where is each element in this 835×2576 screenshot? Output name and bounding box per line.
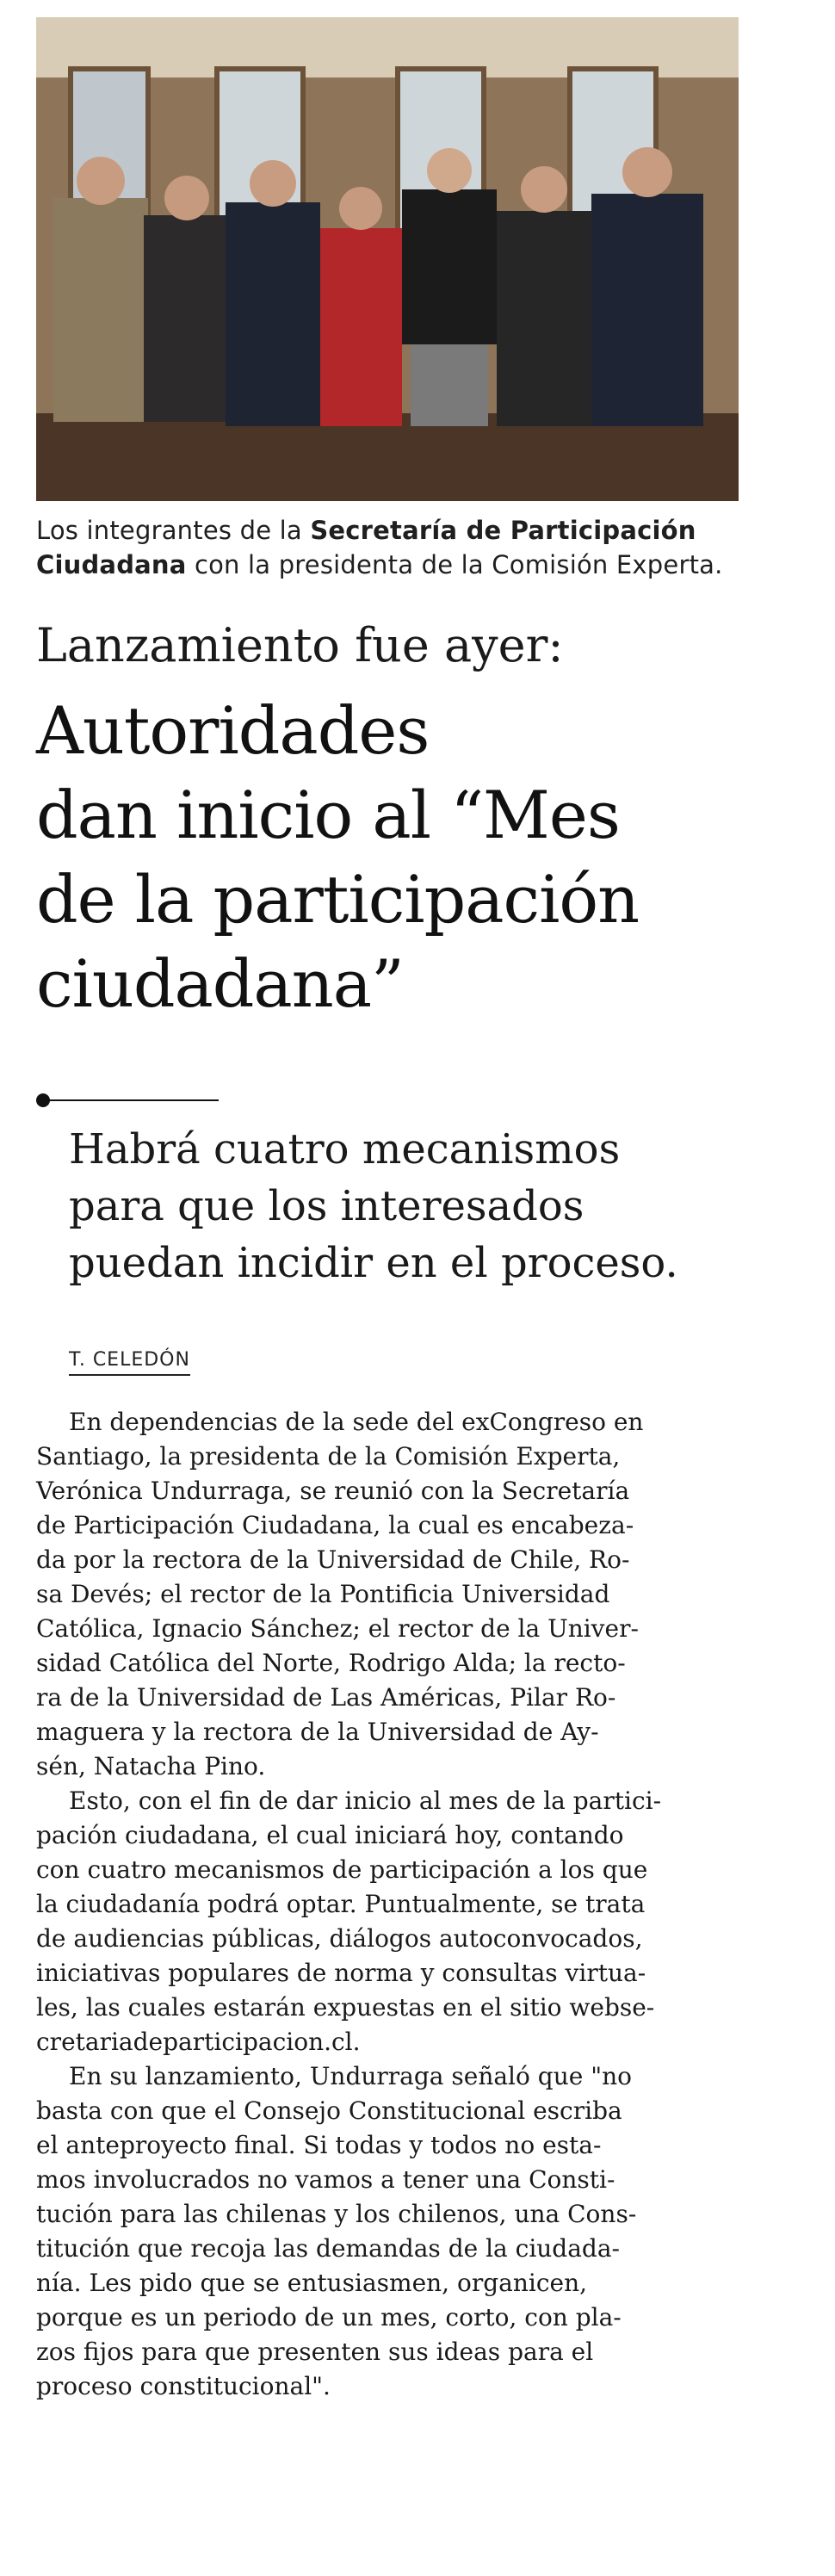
subheadline <box>69 1121 775 1291</box>
body-line: pación ciudadana, el cual iniciará hoy, contando <box>36 1821 624 1849</box>
divider-line <box>48 1099 219 1101</box>
kicker: Lanzamiento fue ayer: <box>36 618 564 672</box>
body-line: les, las cuales estarán expuestas en el sitio webse- <box>36 1993 655 2022</box>
body-line: sén, Natacha Pino. <box>36 1752 266 1780</box>
caption-suffix: con la presidenta de la Comisión Experta. <box>186 550 723 579</box>
body-line: tución para las chilenas y los chilenos, una Cons- <box>36 2200 637 2228</box>
body-line: de audiencias públicas, diálogos autoconvocados, <box>36 1924 643 1953</box>
byline: T. CELEDÓN <box>69 1348 190 1376</box>
body-line: la ciudadanía podrá optar. Puntualmente, se trata <box>36 1890 646 1918</box>
caption-bold: Secretaría de Participación Ciudadana <box>36 516 696 579</box>
body-line: basta con que el Consejo Constitucional escriba <box>36 2096 622 2125</box>
body-line: sa Devés; el rector de la Pontificia Universidad <box>36 1580 610 1608</box>
body-line: En su lanzamiento, Undurraga señaló que "no <box>69 2062 632 2090</box>
subhead-line: Habrá cuatro mecanismos <box>69 1125 621 1173</box>
photo-caption <box>36 513 739 582</box>
body-line: En dependencias de la sede del exCongreso en <box>69 1408 644 1436</box>
subhead-line: para que los interesados <box>69 1182 584 1230</box>
body-line: sidad Católica del Norte, Rodrigo Alda; la recto- <box>36 1649 626 1677</box>
headline-line: dan inicio al “Mes <box>36 777 620 853</box>
body-line: maguera y la rectora de la Universidad de Ay- <box>36 1718 599 1746</box>
body-line: cretariadeparticipacion.cl. <box>36 2028 361 2056</box>
body-line: Verónica Undurraga, se reunió con la Secretaría <box>36 1477 630 1505</box>
body-line: Esto, con el fin de dar inicio al mes de la partici- <box>69 1786 662 1815</box>
body-line: nía. Les pido que se entusiasmen, organicen, <box>36 2269 588 2297</box>
body-line: porque es un periodo de un mes, corto, con pla- <box>36 2303 622 2331</box>
body-line: da por la rectora de la Universidad de Chile, Ro- <box>36 1545 630 1574</box>
body-line: proceso constitucional". <box>36 2372 331 2400</box>
body-line: iniciativas populares de norma y consultas virtua- <box>36 1959 646 1987</box>
news-photo <box>36 17 739 501</box>
headline-line: Autoridades <box>36 692 430 769</box>
body-line: ra de la Universidad de Las Américas, Pilar Ro- <box>36 1683 616 1712</box>
headline <box>36 689 811 1026</box>
body-line: Católica, Ignacio Sánchez; el rector de la Univer- <box>36 1614 639 1643</box>
body-line: de Participación Ciudadana, la cual es encabeza- <box>36 1511 634 1539</box>
headline-line: ciudadana” <box>36 945 404 1022</box>
article-body <box>36 1405 739 2404</box>
body-line: zos fijos para que presenten sus ideas para el <box>36 2338 594 2366</box>
subhead-line: puedan incidir en el proceso. <box>69 1239 678 1287</box>
body-line: titución que recoja las demandas de la ciudada- <box>36 2234 621 2263</box>
body-line: con cuatro mecanismos de participación a los que <box>36 1855 648 1884</box>
headline-line: de la participación <box>36 861 640 938</box>
body-line: Santiago, la presidenta de la Comisión Experta, <box>36 1442 621 1471</box>
body-line: el anteproyecto final. Si todas y todos no esta- <box>36 2131 602 2159</box>
group-photo-illustration <box>36 17 739 501</box>
caption-prefix: Los integrantes de la <box>36 516 311 545</box>
body-line: mos involucrados no vamos a tener una Consti- <box>36 2165 615 2194</box>
